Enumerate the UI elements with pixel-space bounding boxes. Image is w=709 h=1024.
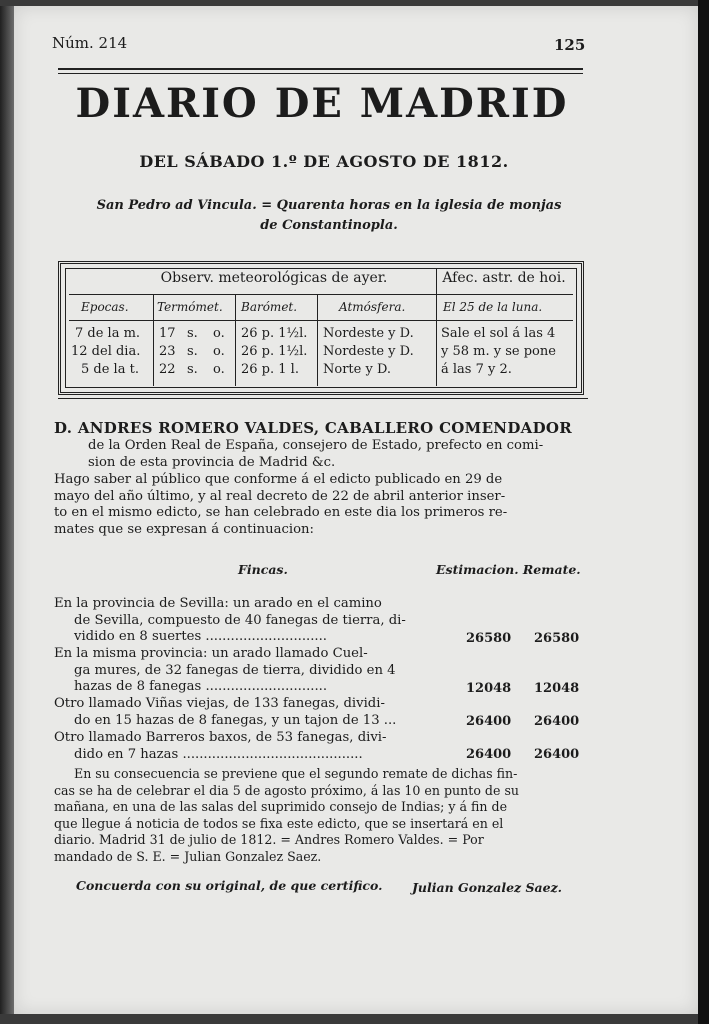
closing-line: mañana, en una de las salas del suprimido consejo de Indias; y á fin de: [54, 799, 508, 814]
astro-title: Afec. astr. de hoi.: [442, 270, 566, 286]
term-s-cell: s.: [187, 362, 198, 377]
term-cell: 23: [159, 344, 176, 359]
notice-heading: D. ANDRES ROMERO VALDES, CABALLERO COMENDADOR: [54, 419, 573, 437]
finca-line: vidido en 8 suertes .............................: [74, 629, 327, 644]
saint-of-day: [74, 196, 584, 236]
term-s-cell: s.: [187, 326, 198, 341]
atm-cell: Nordeste y D.: [323, 326, 414, 341]
atm-cell: Norte y D.: [323, 362, 392, 377]
finca-item: [54, 696, 474, 729]
estimacion-value: 12048: [466, 681, 512, 696]
finca-item: [54, 596, 474, 646]
finca-line: do en 15 hazas de 8 fanegas, y un tajon de 13 ...: [74, 712, 397, 728]
remate-value: 26400: [534, 747, 580, 762]
table-divider: [235, 294, 236, 386]
issue-number: Núm. 214: [52, 34, 128, 52]
finca-line: de Sevilla, compuesto de 40 fanegas de tierra, di-: [74, 612, 406, 628]
barom-cell: 26 p. 1½l.: [241, 344, 308, 359]
section-rule: [58, 398, 588, 399]
closing-line: mandado de S. E. = Julian Gonzalez Saez.: [54, 848, 322, 864]
intro-line: de la Orden Real de España, consejero de Estado, prefecto en comi-: [88, 438, 544, 453]
finca-line: En la misma provincia: un arado llamado Cuel-: [54, 646, 368, 661]
masthead: DIARIO DE MADRID: [75, 80, 569, 127]
term-o-cell: o.: [213, 326, 225, 341]
epoca-cell: 12 del dia.: [71, 344, 141, 359]
remate-value: 26580: [534, 631, 580, 646]
term-s-cell: s.: [187, 344, 198, 359]
fincas-header: Fincas.: [238, 562, 288, 577]
closing-line: diario. Madrid 31 de julio de 1812. = Andres Romero Valdes. = Por: [54, 832, 484, 847]
term-o-cell: o.: [213, 362, 225, 377]
closing-line: que llegue á noticia de todos se fixa este edicto, que se insertará en el: [54, 815, 504, 831]
finca-line: En la provincia de Sevilla: un arado en el camino: [54, 596, 382, 611]
estimacion-header: Estimacion. Remate.: [436, 562, 581, 577]
col-termometro: Termómet.: [157, 300, 223, 314]
body-line: mates que se expresan á continuacion:: [54, 521, 314, 537]
finca-item: [54, 646, 474, 696]
astro-line: Sale el sol á las 4: [441, 326, 556, 341]
astro-line: y 58 m. y se pone: [441, 344, 556, 359]
body-line: Hago saber al público que conforme á el edicto publicado en 29 de: [54, 472, 503, 487]
book-spine: [0, 6, 14, 1014]
finca-line: dido en 7 hazas ...........................................: [74, 746, 363, 762]
astro-line: á las 7 y 2.: [441, 362, 512, 377]
top-rule: [58, 68, 583, 70]
finca-line: hazas de 8 fanegas .............................: [74, 679, 328, 694]
remate-value: 26400: [534, 714, 580, 729]
epoca-cell: 5 de la t.: [81, 362, 139, 377]
estimacion-value: 26400: [466, 747, 512, 762]
finca-line: Otro llamado Barreros baxos, de 53 fanegas, divi-: [54, 730, 387, 745]
estimacion-value: 26580: [466, 631, 512, 646]
table-divider: [69, 320, 573, 321]
closing-line: En su consecuencia se previene que el segundo remate de dichas fin-: [74, 766, 518, 781]
finca-item: [54, 730, 474, 763]
saint-line-1: San Pedro ad Vincula. = Quarenta horas en la iglesia de monjas: [96, 198, 562, 213]
intro-line: sion de esta provincia de Madrid &c.: [88, 454, 336, 470]
term-cell: 17: [159, 326, 176, 341]
weather-title: Observ. meteorológicas de ayer.: [160, 270, 388, 286]
table-divider: [317, 294, 318, 386]
estimacion-value: 26400: [466, 714, 512, 729]
finca-line: ga mures, de 32 fanegas de tierra, dividido en 4: [74, 662, 396, 678]
page-number: 125: [554, 36, 586, 54]
term-o-cell: o.: [213, 344, 225, 359]
atm-cell: Nordeste y D.: [323, 344, 414, 359]
barom-cell: 26 p. 1 l.: [241, 362, 299, 377]
body-line: mayo del año último, y al real decreto de 22 de abril anterior inser-: [54, 488, 506, 504]
col-luna: El 25 de la luna.: [443, 300, 543, 314]
notice-body: [54, 472, 599, 538]
remate-value: 12048: [534, 681, 580, 696]
finca-line: Otro llamado Viñas viejas, de 133 fanegas, dividi-: [54, 696, 385, 711]
col-epocas: Epocas.: [81, 300, 129, 314]
newspaper-page: [14, 6, 698, 1014]
saint-line-2: de Constantinopla.: [260, 218, 398, 233]
notice-closing: [54, 766, 604, 865]
barom-cell: 26 p. 1½l.: [241, 326, 308, 341]
issue-date: DEL SÁBADO 1.º DE AGOSTO DE 1812.: [139, 152, 509, 171]
term-cell: 22: [159, 362, 176, 377]
table-divider: [69, 294, 573, 295]
certify-statement: Concuerda con su original, de que certifico.: [76, 878, 383, 893]
page-edge: [698, 0, 709, 1024]
body-line: to en el mismo edicto, se han celebrado en este dia los primeros re-: [54, 505, 508, 520]
epoca-cell: 7 de la m.: [75, 326, 141, 341]
notice-intro: [88, 438, 598, 471]
certify-signature: Julian Gonzalez Saez.: [412, 880, 563, 895]
table-divider: [436, 268, 437, 386]
closing-line: cas se ha de celebrar el dia 5 de agosto próximo, á las 10 en punto de su: [54, 782, 520, 798]
weather-table: [58, 261, 584, 395]
table-divider: [153, 294, 154, 386]
col-atmosfera: Atmósfera.: [339, 300, 406, 314]
top-rule-thin: [58, 73, 583, 74]
col-barometro: Barómet.: [241, 300, 298, 314]
